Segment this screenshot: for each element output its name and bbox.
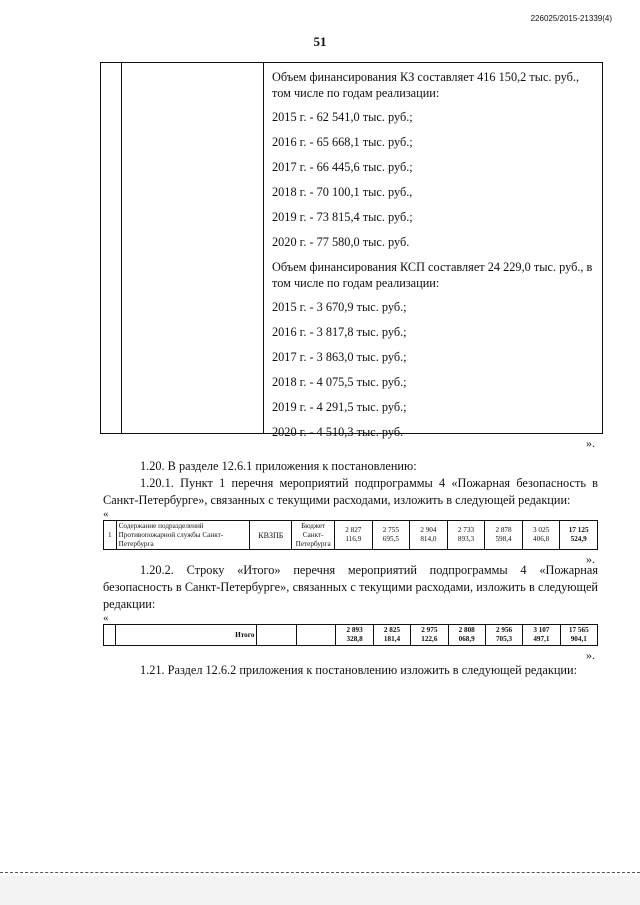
kz-year-line: 2019 г. - 73 815,4 тыс. руб.; [272,210,413,224]
row-value: 3 025 406,8 [522,521,560,550]
total-label: Итого [116,625,257,646]
page-bottom-rule [0,872,640,875]
row-total: 17 125 524,9 [560,521,598,550]
item-1-20-1: 1.20.1. Пункт 1 перечня мероприятий подпрограммы 4 «Пожарная безопасность в Санкт-Петербурге», связанных с текущими расходами, изложить в следующей редакции: [103,476,598,507]
open-quote: « [103,612,109,624]
document-id: 226025/2015-21339(4) [530,14,612,23]
total-empty-cell [104,625,116,646]
total-value: 2 956 705,3 [485,625,522,646]
item-row-table [103,520,598,550]
ksp-intro: Объем финансирования КСП составляет 24 229,0 тыс. руб., в том числе по годам реализации: [272,260,593,290]
row-value: 2 827 116,9 [335,521,373,550]
item-1-21: 1.21. Раздел 12.6.2 приложения к постановлению изложить в следующей редакции: [140,663,578,677]
total-value: 2 825 181,4 [373,625,410,646]
page-number: 51 [313,34,327,49]
row-value: 2 733 893,3 [447,521,485,550]
row-value: 2 878 598,4 [485,521,523,550]
table-row [104,625,598,646]
kz-year-line: 2016 г. - 65 668,1 тыс. руб.; [272,135,413,149]
ksp-year-line: 2018 г. - 4 075,5 тыс. руб.; [272,375,407,389]
ksp-year-line: 2015 г. - 3 670,9 тыс. руб.; [272,300,407,314]
kz-year-line: 2017 г. - 66 445,6 тыс. руб.; [272,160,413,174]
row-org: КВЗПБ [250,521,292,550]
total-value: 2 975 122,6 [411,625,448,646]
close-quote: ». [586,436,595,450]
row-value: 2 755 695,5 [372,521,410,550]
table-column-number [101,63,122,433]
kz-year-line: 2020 г. - 77 580,0 тыс. руб. [272,235,410,249]
total-value: 3 107 497,1 [523,625,560,646]
total-value: 17 565 904,1 [560,625,597,646]
financing-table [100,62,603,439]
ksp-year-line: 2016 г. - 3 817,8 тыс. руб.; [272,325,407,339]
row-name: Содержание подразделений Противопожарной службы Санкт-Петербурга [116,521,250,550]
row-value: 2 904 814,0 [410,521,448,550]
item-1-20-2: 1.20.2. Строку «Итого» перечня мероприятий подпрограммы 4 «Пожарная безопасность в Санкт-Петербурге», связанных с текущими расходами, изложить в следующей редакции: [103,563,598,611]
page-bottom-band [0,876,640,905]
kz-year-line: 2015 г. - 62 541,0 тыс. руб.; [272,110,413,124]
ksp-year-line: 2019 г. - 4 291,5 тыс. руб.; [272,400,407,414]
total-value: 2 808 068,9 [448,625,485,646]
ksp-year-line: 2017 г. - 3 863,0 тыс. руб.; [272,350,407,364]
row-number: 1 [104,521,117,550]
total-row-table [103,624,598,646]
kz-intro: Объем финансирования КЗ составляет 416 150,2 тыс. руб., том числе по годам реализации: [272,70,580,100]
close-quote: ». [586,648,595,662]
close-quote: ». [586,552,595,566]
total-empty-cell [257,625,297,646]
table-column-name [122,63,264,433]
open-quote: « [103,508,109,520]
table-row [104,521,598,550]
total-value: 2 893 328,8 [336,625,373,646]
kz-year-line: 2018 г. - 70 100,1 тыс. руб., [272,185,413,199]
section-1-20: 1.20. В разделе 12.6.1 приложения к постановлению: [140,459,417,473]
total-empty-cell [296,625,336,646]
row-source: Бюджет Санкт-Петербурга [292,521,335,550]
financing-text [272,69,597,449]
ksp-year-line: 2020 г. - 4 510,3 тыс. руб. [272,425,404,439]
